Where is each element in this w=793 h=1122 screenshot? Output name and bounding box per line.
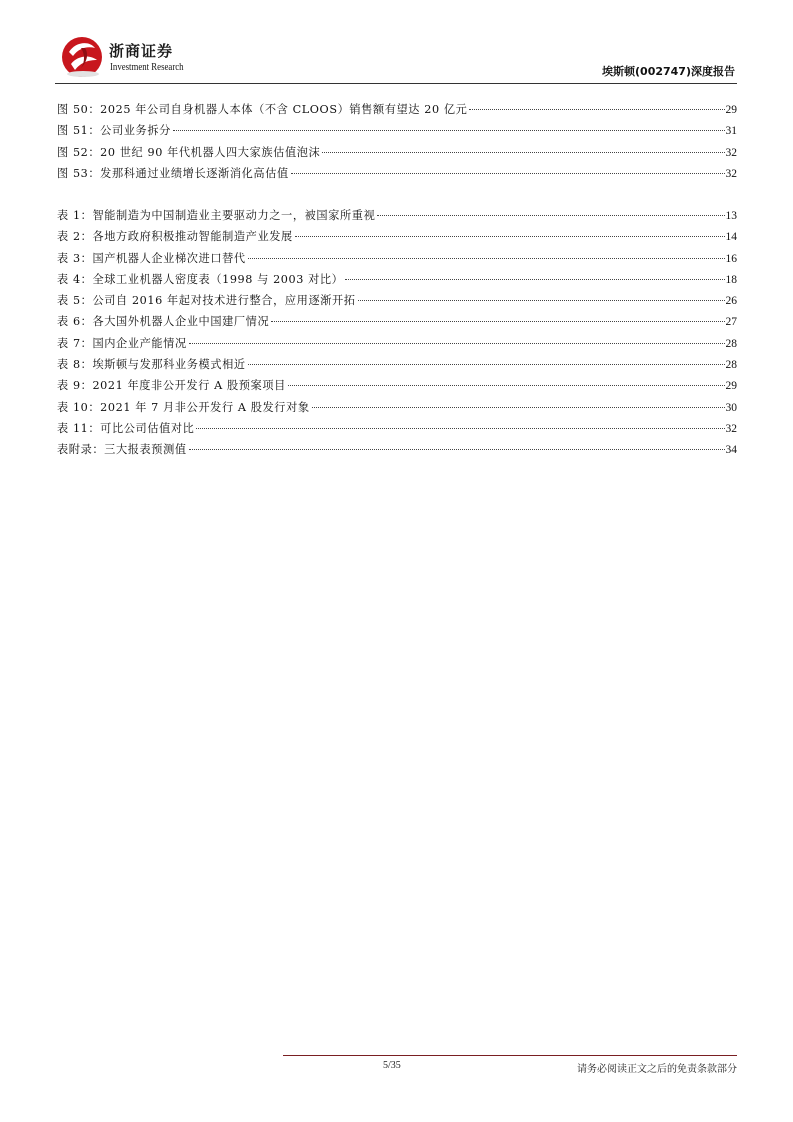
toc-entry[interactable] [57, 205, 737, 226]
toc-leader [173, 130, 725, 131]
toc-leader [271, 321, 724, 322]
toc-leader [295, 236, 725, 237]
page-number: 5/35 [383, 1060, 401, 1071]
toc-entry-page: 27 [725, 316, 737, 329]
toc-entry[interactable] [57, 248, 737, 269]
toc-entry-page: 29 [725, 104, 737, 116]
toc-entry-label: 表附录：三大报表预测值 [57, 443, 187, 457]
toc-leader [377, 215, 724, 216]
header-divider [55, 83, 737, 84]
toc-entry-label: 表 8：埃斯顿与发那科业务模式相近 [57, 358, 246, 372]
toc-entry-label: 表 3：国产机器人企业梯次进口替代 [57, 251, 246, 265]
footer-divider [283, 1055, 737, 1056]
toc-entry[interactable] [57, 397, 737, 418]
toc-entry[interactable] [57, 354, 737, 375]
toc-entry-page: 13 [725, 210, 737, 222]
logo-icon [61, 34, 107, 80]
toc-leader [358, 300, 725, 301]
toc-entry-label: 表 6：各大国外机器人企业中国建厂情况 [57, 315, 270, 329]
toc-entry-page: 28 [725, 359, 737, 372]
toc-entry-label: 表 2：各地方政府积极推动智能制造产业发展 [57, 230, 293, 244]
toc-entry-label: 表 9：2021 年度非公开发行 A 股预案项目 [57, 379, 286, 393]
toc-entry-label: 图 53：发那科通过业绩增长逐渐消化高估值 [57, 166, 289, 180]
table-list [57, 205, 737, 461]
toc-entry-page: 31 [725, 125, 737, 138]
toc-entry-page: 14 [725, 231, 737, 244]
toc-entry[interactable] [57, 99, 737, 120]
toc-leader [189, 449, 725, 450]
toc-entry-label: 表 11：可比公司估值对比 [57, 421, 195, 435]
toc-leader [248, 364, 725, 365]
toc-entry[interactable] [57, 375, 737, 396]
company-logo [61, 34, 184, 80]
toc-entry-page: 16 [725, 252, 737, 265]
toc-entry-label: 表 7：国内企业产能情况 [57, 336, 187, 350]
toc-entry[interactable] [57, 269, 737, 290]
toc-leader [345, 279, 724, 280]
company-name-cn: 浙商证券 [109, 42, 174, 60]
toc-entry-page: 34 [725, 444, 737, 457]
figure-list [57, 99, 737, 184]
toc-entry[interactable] [57, 439, 737, 460]
toc-entry-page: 32 [725, 146, 737, 159]
toc-entry-page: 18 [725, 273, 737, 286]
toc-entry[interactable] [57, 142, 737, 163]
disclaimer-text: 请务必阅读正文之后的免责条款部分 [577, 1064, 737, 1075]
toc-entry[interactable] [57, 418, 737, 439]
toc-entry-label: 图 50：2025 年公司自身机器人本体（不含 CLOOS）销售额有望达 20 亿元 [57, 103, 468, 116]
toc-entry-page: 28 [725, 337, 737, 350]
toc-entry[interactable] [57, 290, 737, 311]
toc-entry-label: 表 1：智能制造为中国制造业主要驱动力之一，被国家所重视 [57, 209, 376, 222]
toc-leader [248, 258, 725, 259]
toc-entry-label: 表 5：公司自 2016 年起对技术进行整合，应用逐渐开拓 [57, 294, 356, 308]
report-title: 埃斯顿(002747)深度报告 [602, 65, 735, 78]
toc-leader [322, 152, 724, 153]
toc-entry-page: 26 [725, 295, 737, 308]
toc-entry[interactable] [57, 226, 737, 247]
toc-leader [312, 407, 725, 408]
toc-leader [469, 109, 724, 110]
toc-entry-page: 32 [725, 167, 737, 180]
toc-entry[interactable] [57, 311, 737, 332]
toc-leader [189, 343, 725, 344]
toc-entry-page: 30 [725, 401, 737, 414]
page-header [57, 30, 737, 82]
toc-entry-label: 表 4：全球工业机器人密度表（1998 与 2003 对比） [57, 272, 344, 286]
toc-entry-label: 图 51：公司业务拆分 [57, 124, 171, 138]
toc-entry[interactable] [57, 333, 737, 354]
toc-entry-page: 32 [725, 422, 737, 435]
company-name-en: Investment Research [110, 62, 184, 73]
toc-entry[interactable] [57, 120, 737, 141]
toc-entry-label: 表 10：2021 年 7 月非公开发行 A 股发行对象 [57, 400, 310, 414]
toc-leader [291, 173, 725, 174]
toc-entry-label: 图 52：20 世纪 90 年代机器人四大家族估值泡沫 [57, 145, 321, 159]
toc-leader [196, 428, 724, 429]
toc-entry-page: 29 [725, 380, 737, 393]
toc-leader [288, 385, 725, 386]
toc-entry[interactable] [57, 163, 737, 184]
